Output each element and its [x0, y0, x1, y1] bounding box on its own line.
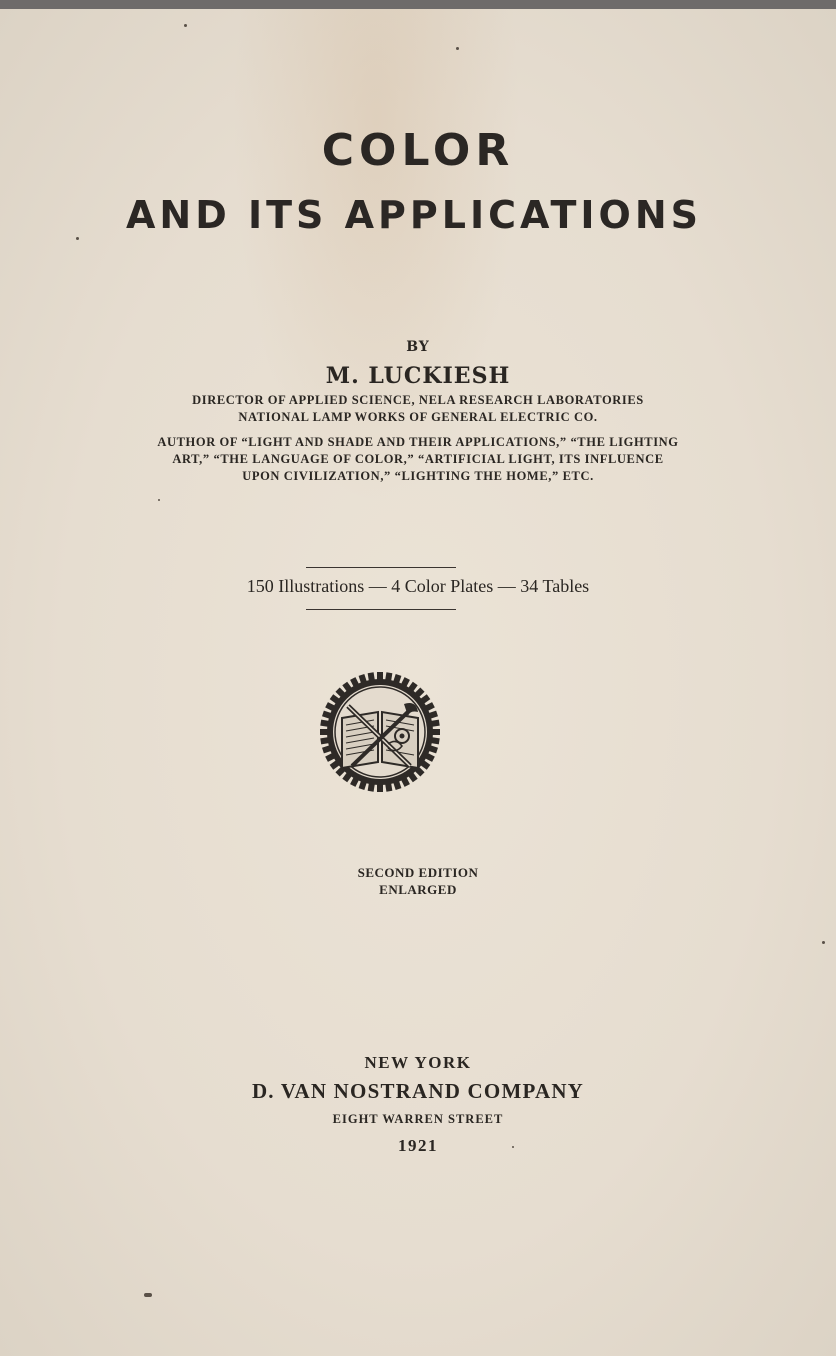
paper-speck	[822, 941, 825, 944]
other-works-line-3: UPON CIVILIZATION,” “LIGHTING THE HOME,” ETC.	[242, 469, 594, 483]
imprint-publisher: D. VAN NOSTRAND COMPANY	[251, 1079, 585, 1103]
imprint-street: EIGHT WARREN STREET	[332, 1112, 504, 1126]
other-works-line-1: AUTHOR OF “LIGHT AND SHADE AND THEIR APPLICATIONS,” “THE LIGHTING	[157, 435, 679, 449]
publisher-seal-icon	[318, 670, 442, 794]
paper-speck	[158, 499, 160, 501]
affiliation-line-2: NATIONAL LAMP WORKS OF GENERAL ELECTRIC CO.	[238, 410, 598, 424]
paper-speck	[144, 1293, 152, 1297]
edition-line-1: SECOND EDITION	[357, 865, 479, 880]
edition-line-2: ENLARGED	[379, 882, 457, 897]
other-works-line-2: ART,” “THE LANGUAGE OF COLOR,” “ARTIFICIAL LIGHT, ITS INFLUENCE	[172, 452, 664, 466]
rule-above-summary	[306, 567, 456, 568]
rule-below-summary	[306, 609, 456, 610]
author-name: M. LUCKIESH	[325, 363, 511, 389]
imprint-year: 1921	[398, 1136, 438, 1155]
imprint-city: NEW YORK	[364, 1053, 472, 1072]
paper-speck	[76, 237, 79, 240]
title-line-2: AND ITS APPLICATIONS	[126, 193, 702, 237]
by-label: BY	[406, 339, 430, 355]
title-line-1: COLOR	[321, 125, 515, 176]
contents-summary: 150 Illustrations — 4 Color Plates — 34 Tables	[246, 576, 590, 596]
paper-speck	[184, 24, 187, 27]
affiliation-line-1: DIRECTOR OF APPLIED SCIENCE, NELA RESEARCH LABORATORIES	[192, 393, 644, 407]
paper-speck	[512, 1146, 514, 1148]
paper-speck	[456, 47, 459, 50]
